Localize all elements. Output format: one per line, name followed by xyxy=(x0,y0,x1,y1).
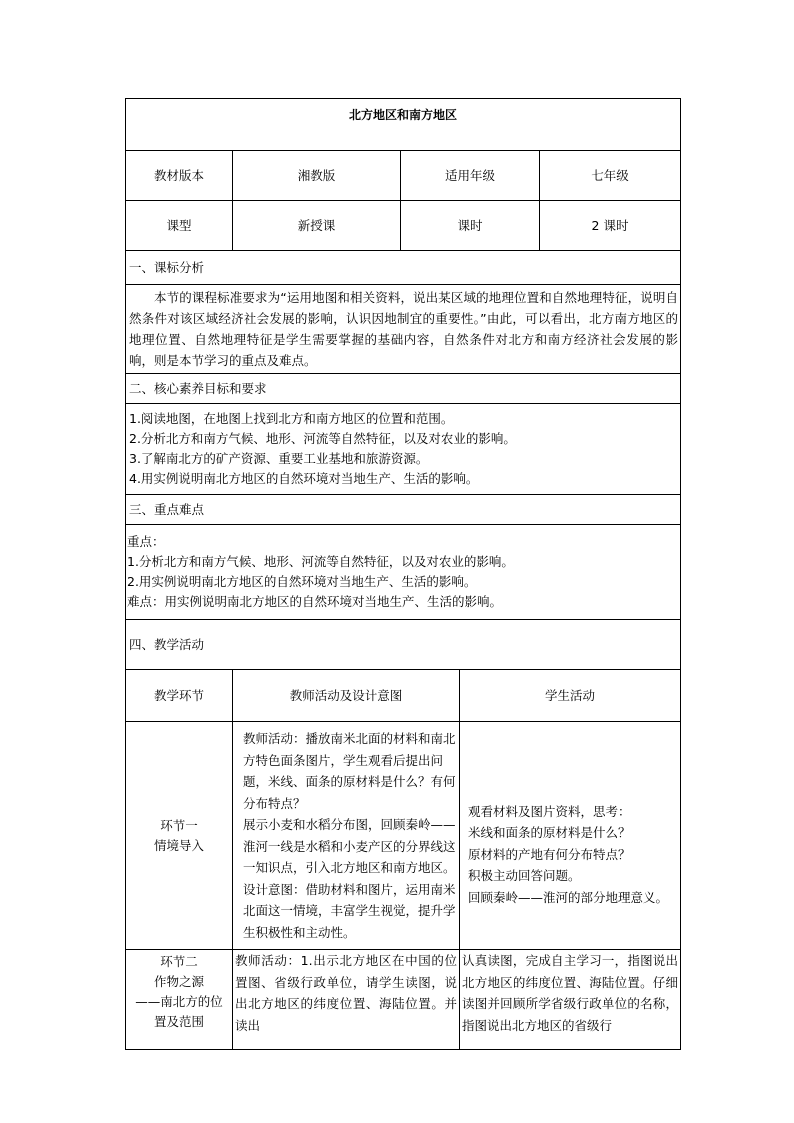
objective-item: 3.了解南北方的矿产资源、重要工业基地和旅游资源。 xyxy=(129,451,429,466)
stage-subtitle: ——南北方的位 xyxy=(135,994,223,1009)
edition-value: 湘教版 xyxy=(233,151,401,201)
objective-item: 4.用实例说明南北方地区的自然环境对当地生产、生活的影响。 xyxy=(129,471,479,486)
teacher-activity-paragraph: 教师活动：播放南米北面的材料和南北方特色面条图片，学生观看后提出问题，米线、面条的原材料是什么？有何分布特点？ xyxy=(243,731,456,811)
class-hours-value: 2 课时 xyxy=(540,201,681,251)
key-points-list xyxy=(126,525,681,620)
teacher-activity-cell-2: 教师活动：1.出示北方地区在中国的位置图、省级行政单位，请学生读图，说出北方地区的纬度位置、海陆位置。并读出 xyxy=(233,950,460,1050)
objectives-list xyxy=(126,404,681,495)
grade-value: 七年级 xyxy=(540,151,681,201)
section-heading-objectives: 二、核心素养目标和要求 xyxy=(126,374,681,404)
activity-header-stage: 教学环节 xyxy=(126,670,233,722)
lesson-type-label: 课型 xyxy=(126,201,233,251)
key-point-item: 重点： xyxy=(127,534,165,549)
student-activity-line: 观看材料及图片资料，思考： xyxy=(468,803,631,819)
document-title: 北方地区和南方地区 xyxy=(126,99,681,151)
student-activity-line: 米线和面条的原材料是什么？ xyxy=(468,825,631,841)
lesson-plan-table xyxy=(125,98,681,1050)
key-point-item: 1.分析北方和南方气候、地形、河流等自然特征，以及对农业的影响。 xyxy=(127,554,514,569)
stage-name: 情境导入 xyxy=(153,837,204,853)
student-activity-cell-1 xyxy=(460,722,681,950)
stage-number: 环节二 xyxy=(160,954,198,969)
grade-label: 适用年级 xyxy=(401,151,540,201)
objective-item: 1.阅读地图，在地图上找到北方和南方地区的位置和范围。 xyxy=(129,411,454,426)
section-heading-activities: 四、教学活动 xyxy=(126,620,681,670)
section-heading-key-points: 三、重点难点 xyxy=(126,495,681,525)
teacher-activity-paragraph: 展示小麦和水稻分布图，回顾秦岭——淮河一线是水稻和小麦产区的分界线这一知识点，引入北方地区和南方地区。 xyxy=(243,817,456,875)
key-point-item: 难点：用实例说明南北方地区的自然环境对当地生产、生活的影响。 xyxy=(127,594,503,609)
student-activity-line: 积极主动回答问题。 xyxy=(468,868,581,884)
lesson-type-value: 新授课 xyxy=(233,201,401,251)
section-heading-curriculum: 一、课标分析 xyxy=(126,251,681,285)
student-activity-line: 回顾秦岭——淮河的部分地理意义。 xyxy=(468,889,669,905)
objective-item: 2.分析北方和南方气候、地形、河流等自然特征，以及对农业的影响。 xyxy=(129,431,516,446)
stage-cell-1 xyxy=(126,722,233,950)
edition-label: 教材版本 xyxy=(126,151,233,201)
curriculum-analysis-text: 本节的课程标准要求为“运用地图和相关资料，说出某区域的地理位置和自然地理特征，说明自然条件对该区域经济社会发展的影响，认识因地制宜的重要性。”由此，可以看出，北方南方地区的地理位置、自然地理特征是学生需要掌握的基础内容，自然条件对北方和南方经济社会发展的影响，则是本节学习的重点及难点。 xyxy=(126,285,681,374)
class-hours-label: 课时 xyxy=(401,201,540,251)
key-point-item: 2.用实例说明南北方地区的自然环境对当地生产、生活的影响。 xyxy=(127,574,477,589)
stage-cell-2 xyxy=(126,950,233,1050)
design-intent-paragraph: 设计意图：借助材料和图片，运用南米北面这一情境，丰富学生视觉，提升学生积极性和主动性。 xyxy=(243,881,456,940)
activity-header-student: 学生活动 xyxy=(460,670,681,722)
stage-number: 环节一 xyxy=(160,817,198,833)
teacher-activity-cell-1 xyxy=(233,722,460,950)
student-activity-line: 原材料的产地有何分布特点？ xyxy=(468,846,631,862)
stage-subtitle: 置及范围 xyxy=(153,1014,204,1029)
stage-name: 作物之源 xyxy=(153,974,204,989)
activity-header-teacher: 教师活动及设计意图 xyxy=(233,670,460,722)
student-activity-cell-2: 认真读图，完成自主学习一，指图说出北方地区的纬度位置、海陆位置。仔细读图并回顾所学省级行政单位的名称，指图说出北方地区的省级行 xyxy=(460,950,681,1050)
lesson-plan-page xyxy=(125,98,680,1033)
